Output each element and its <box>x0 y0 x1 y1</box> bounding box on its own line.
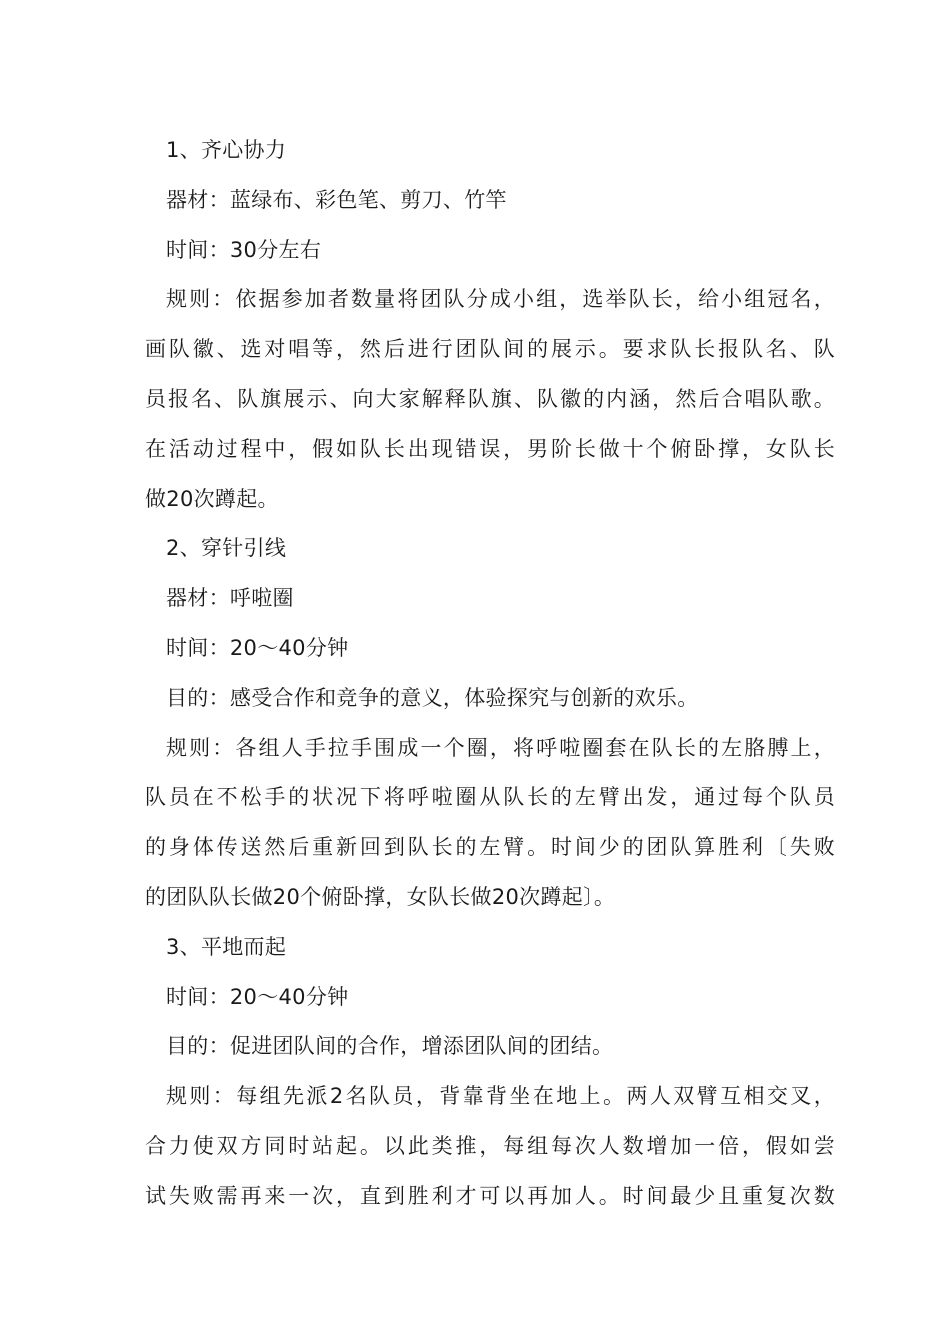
rules-line-2d: 的团队队长做20个俯卧撑，女队长做20次蹲起〕。 <box>145 884 616 909</box>
purpose-line-2: 目的：感受合作和竞争的意义，体验探究与创新的欢乐。 <box>166 685 699 710</box>
rules-line-2b: 队员在不松手的状况下将呼啦圈从队长的左臂出发，通过每个队员 <box>145 785 835 810</box>
rules-line-2c: 的身体传送然后重新回到队长的左臂。时间少的团队算胜利〔失败 <box>145 835 835 860</box>
time-line-1: 时间：30分左右 <box>166 237 322 262</box>
rules-line-1a: 规则：依据参加者数量将团队分成小组，选举队长，给小组冠名， <box>166 287 835 312</box>
rules-line-3c: 试失败需再来一次，直到胜利才可以再加人。时间最少且重复次数 <box>145 1183 835 1208</box>
equipment-line-1: 器材：蓝绿布、彩色笔、剪刀、竹竿 <box>166 187 507 212</box>
rules-line-1d: 在活动过程中，假如队长出现错误，男阶长做十个俯卧撑，女队长 <box>145 436 835 461</box>
rules-line-3a: 规则：每组先派2名队员，背靠背坐在地上。两人双臂互相交叉， <box>166 1084 835 1109</box>
rules-line-3b: 合力使双方同时站起。以此类推，每组每次人数增加一倍，假如尝 <box>145 1133 835 1158</box>
section-heading-2: 2、穿针引线 <box>166 536 287 561</box>
rules-line-2a: 规则：各组人手拉手围成一个圈，将呼啦圈套在队长的左胳膊上， <box>166 735 835 760</box>
section-heading-3: 3、平地而起 <box>166 934 287 959</box>
document-body <box>145 126 835 1222</box>
purpose-line-3: 目的：促进团队间的合作，增添团队间的团结。 <box>166 1034 614 1059</box>
rules-line-1e: 做20次蹲起。 <box>145 486 279 511</box>
section-heading-1: 1、齐心协力 <box>166 138 287 162</box>
rules-line-1b: 画队徽、选对唱等，然后进行团队间的展示。要求队长报队名、队 <box>145 337 835 362</box>
time-line-3: 时间：20～40分钟 <box>166 984 349 1009</box>
rules-line-1c: 员报名、队旗展示、向大家解释队旗、队徽的内涵，然后合唱队歌。 <box>145 386 835 411</box>
equipment-line-2: 器材：呼啦圈 <box>166 586 294 611</box>
time-line-2: 时间：20～40分钟 <box>166 635 349 660</box>
